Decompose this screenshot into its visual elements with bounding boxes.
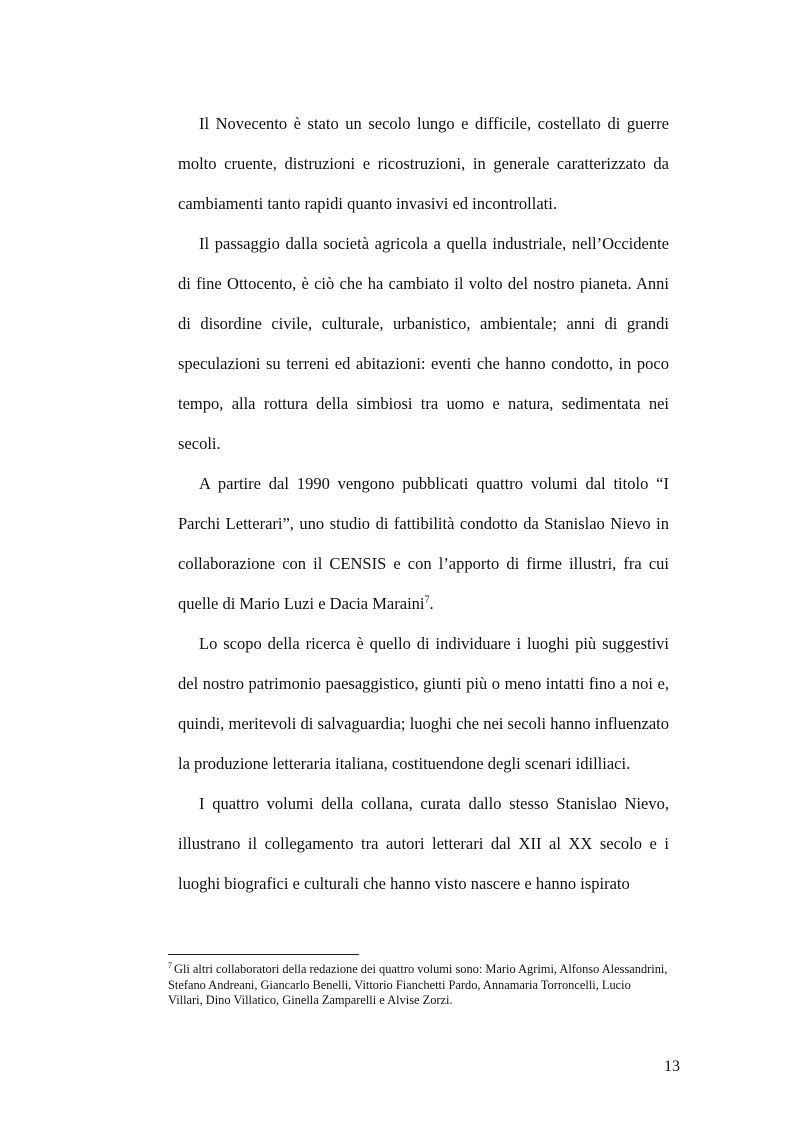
footnote-text: Gli altri collaboratori della redazione dei quattro volumi sono: Mario Agrimi, Alfonso Alessandrini, Stefano Andreani, Giancarlo Benelli, Vittorio Fianchetti Pardo, Annamaria Torroncelli, Lucio Villari, Dino Villatico, Ginella Zamparelli e Alvise Zorzi. — [168, 962, 668, 1007]
footnote-number: 7 — [168, 960, 172, 970]
paragraph-4-text: Lo scopo della ricerca è quello di individuare i luoghi più suggestivi del nostro patrimonio paesaggistico, giunti più o meno intatti fino a noi e, quindi, meritevoli di salvaguardia; luoghi che nei secoli hanno influenzato la produzione letteraria italiana, costituendone degli scenari idilliaci. — [178, 634, 669, 773]
paragraph-2-text: Il passaggio dalla società agricola a quella industriale, nell’Occidente di fine Ottocento, è ciò che ha cambiato il volto del nostro pianeta. Anni di disordine civile, culturale, urbanistico, ambientale; anni di grandi speculazioni su terreni ed abitazioni: eventi che hanno condotto, in poco tempo, alla rottura della simbiosi tra uomo e natura, sedimentata nei secoli. — [178, 234, 669, 453]
footnote-reference[interactable]: 7 — [424, 594, 430, 606]
paragraph-3-end: . — [429, 594, 434, 613]
paragraph-3-text: A partire dal 1990 vengono pubblicati quattro volumi dal titolo “I Parchi Letterari”, uno studio di fattibilità condotto da Stanislao Nievo in collaborazione con il CENSIS e con l’apporto di firme illustri, fra cui quelle di Mario Luzi e Dacia Maraini — [178, 474, 669, 613]
paragraph-5-text: I quattro volumi della collana, curata dallo stesso Stanislao Nievo, illustrano il collegamento tra autori letterari dal XII al XX secolo e i luoghi biografici e culturali che hanno visto nascere e hanno ispirato — [178, 794, 669, 893]
paragraph-5 — [178, 784, 669, 904]
footnote-separator — [168, 954, 359, 955]
body-text — [178, 104, 669, 904]
paragraph-2 — [178, 224, 669, 464]
paragraph-1 — [178, 104, 669, 224]
page-number: 13 — [664, 1058, 680, 1075]
footnote — [168, 962, 668, 1009]
paragraph-4 — [178, 624, 669, 784]
paragraph-1-text: Il Novecento è stato un secolo lungo e difficile, costellato di guerre molto cruente, distruzioni e ricostruzioni, in generale caratterizzato da cambiamenti tanto rapidi quanto invasivi ed incontrollati. — [178, 114, 669, 213]
paragraph-3 — [178, 464, 669, 624]
